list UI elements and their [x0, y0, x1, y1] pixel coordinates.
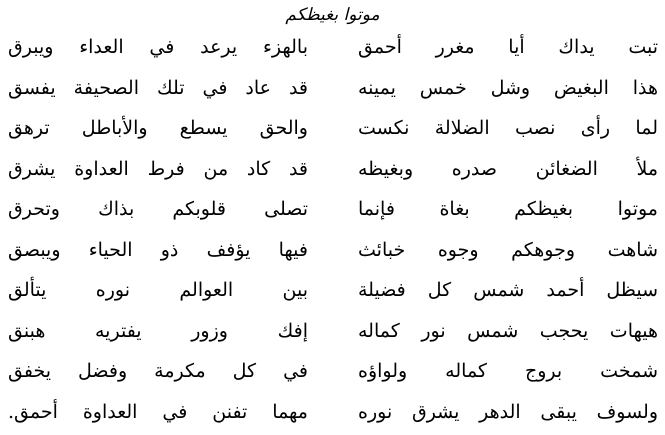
- verse-first-hemistich: ملأ الضغائن صدره وبغيظه: [358, 157, 658, 180]
- verse: [0, 32, 665, 62]
- verse-first-hemistich: شمخت بروج كماله ولواؤه: [358, 360, 658, 382]
- verse-first-hemistich: سيظل أحمد شمس كل فضيلة: [358, 279, 658, 301]
- verse: [0, 275, 665, 305]
- verse: [0, 316, 665, 346]
- verse: [0, 73, 665, 103]
- verse: [0, 397, 665, 427]
- verse-first-hemistich: موتوا بغيظكم بغاة فإنما: [358, 198, 658, 220]
- verse: [0, 235, 665, 265]
- verse-second-hemistich: إفك وزور يفتريه هبنق: [8, 319, 308, 342]
- verse: [0, 154, 665, 184]
- verse-second-hemistich: فيها يؤفف ذو الحياء ويبصق: [8, 238, 308, 261]
- verse-second-hemistich: قد كاد من فرط العداوة يشرق: [8, 157, 308, 180]
- verse-first-hemistich: تبت يداك أيا مغرر أحمق: [358, 36, 658, 58]
- verse-second-hemistich: في كل مكرمة وفضل يخفق: [8, 360, 308, 382]
- verse-first-hemistich: ولسوف يبقى الدهر يشرق نوره: [358, 400, 658, 423]
- verse-second-hemistich: قد عاد في تلك الصحيفة يفسق: [8, 76, 308, 99]
- verse-second-hemistich: بين العوالم نوره يتألق: [8, 279, 308, 301]
- verse-second-hemistich: تصلى قلوبكم بذاك وتحرق: [8, 198, 308, 220]
- verse-first-hemistich: لما رأى نصب الضلالة نكست: [358, 117, 658, 139]
- verse-first-hemistich: شاهت وجوهكم وجوه خبائث: [358, 238, 658, 261]
- verse-first-hemistich: هذا البغيض وشل خمس يمينه: [358, 76, 658, 99]
- verse-second-hemistich: مهما تفنن في العداوة أحمق.: [8, 400, 308, 423]
- verse: [0, 194, 665, 224]
- verse: [0, 113, 665, 143]
- poem-title: موتوا بغيظكم: [285, 5, 380, 25]
- verse-second-hemistich: بالهزء يرعد في العداء ويبرق: [8, 36, 308, 58]
- verse: [0, 356, 665, 386]
- verse-second-hemistich: والحق يسطع والأباطل ترهق: [8, 117, 308, 139]
- verse-first-hemistich: هيهات يحجب شمس نور كماله: [358, 319, 658, 342]
